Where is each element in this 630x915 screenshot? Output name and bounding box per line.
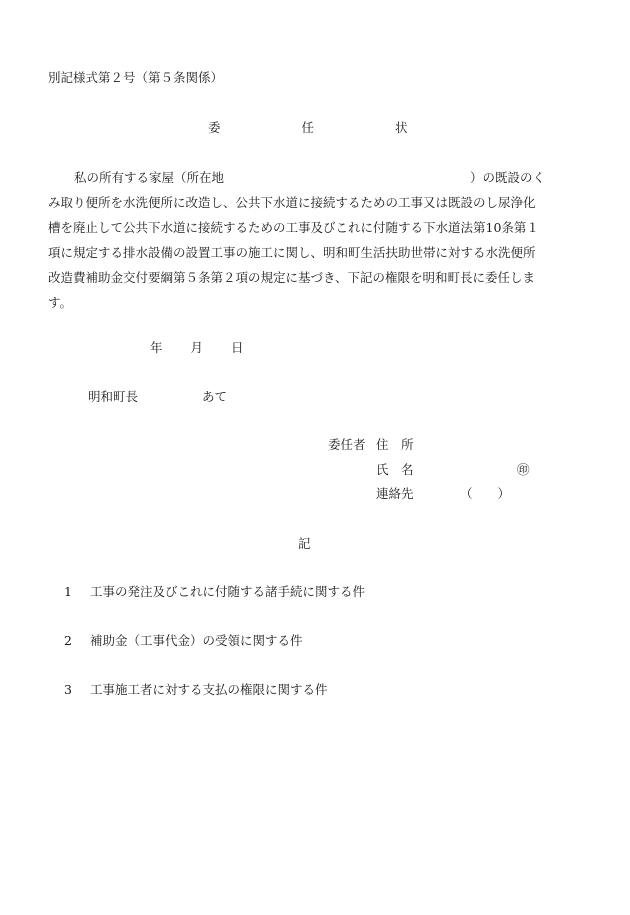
body-line-2: み取り便所を水洗便所に改造し、公共下水道に接続するための工事又は既設のし尿浄化 — [48, 195, 536, 210]
addressee-name: 明和町長 — [88, 389, 139, 404]
title-char-1: 委 — [208, 120, 221, 135]
note-heading: 記 — [298, 536, 311, 551]
seal-mark: ㊞ — [517, 462, 530, 477]
list-item-text: 工事の発注及びこれに付随する諸手続に関する件 — [89, 584, 365, 599]
list-item-number: 1 — [64, 584, 72, 599]
title-char-2: 任 — [301, 120, 315, 135]
list-item-text: 工事施工者に対する支払の権限に関する件 — [89, 682, 328, 697]
form-number: 別記様式第２号（第５条関係） — [48, 70, 224, 85]
body-line-1-start: 私の所有する家屋（所在地 — [74, 170, 225, 185]
list-item — [64, 584, 365, 600]
date-year: 年 — [150, 340, 163, 355]
body-line-6: す。 — [48, 295, 73, 310]
body-line-1 — [48, 165, 568, 190]
body-line-4: 項に規定する排水設備の設置工事の施工に関し、明和町生活扶助世帯に対する水洗便所 — [48, 245, 536, 260]
date-day: 日 — [231, 340, 244, 355]
list-item-number: 2 — [64, 633, 72, 648]
delegator-label: 委任者 — [328, 437, 366, 452]
contact-paren: （ ） — [460, 486, 511, 501]
body-line-1-end: ）の既設のく — [470, 170, 546, 185]
title-char-3: 状 — [395, 120, 408, 135]
list-item-text: 補助金（工事代金）の受領に関する件 — [89, 633, 303, 648]
date-month: 月 — [190, 340, 204, 355]
list-item-number: 3 — [64, 682, 72, 697]
address-label: 住 所 — [376, 437, 414, 452]
list-item — [64, 682, 327, 698]
date-line — [150, 340, 244, 356]
body-line-3: 槽を廃止して公共下水道に接続するための工事及びこれに付随する下水道法第10条第１ — [48, 220, 539, 235]
document-title — [208, 120, 408, 136]
contact-label: 連絡先 — [376, 486, 414, 501]
body-line-5: 改造費補助金交付要綱第５条第２項の規定に基づき、下記の権限を明和町長に委任しま — [48, 270, 536, 285]
list-item — [64, 633, 302, 649]
name-label: 氏 名 — [376, 462, 414, 477]
addressee — [88, 389, 227, 405]
addressee-suffix: あて — [202, 389, 228, 404]
body-paragraph — [48, 165, 568, 315]
